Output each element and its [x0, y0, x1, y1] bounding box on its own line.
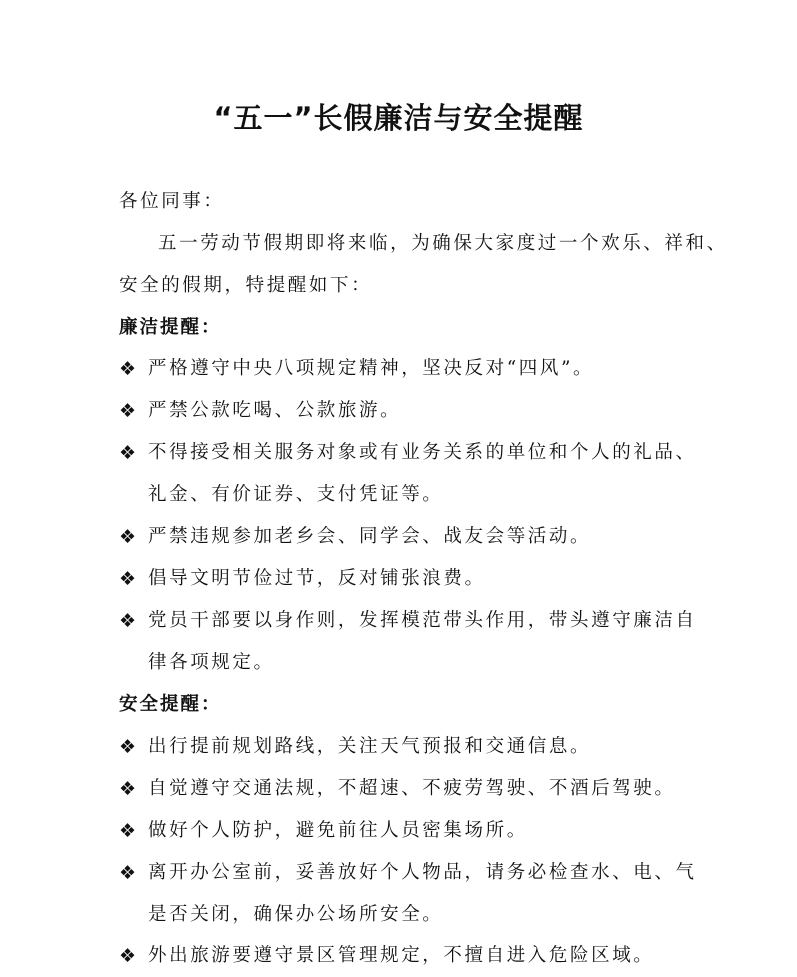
safety-heading: 安全提醒：: [119, 694, 222, 715]
list-item-text: 外出旅游要遵守景区管理规定，不擅自进入危险区域。: [148, 945, 655, 966]
list-item-text-continued: 是否关闭，确保办公场所安全。: [148, 904, 444, 925]
list-item-text: 严格遵守中央八项规定精神，坚决反对“四风”。: [148, 358, 595, 379]
list-item-text: 不得接受相关服务对象或有业务关系的单位和个人的礼品、: [148, 442, 697, 463]
bullet-icon: ❖: [119, 400, 137, 422]
bullet-icon: ❖: [119, 736, 137, 758]
integrity-heading: 廉洁提醒：: [119, 317, 222, 338]
intro-paragraph-line-2: 安全的假期，特提醒如下：: [119, 275, 373, 296]
document-title: “五一”长假廉洁与安全提醒: [213, 101, 584, 135]
bullet-icon: ❖: [119, 358, 137, 380]
greeting: 各位同事：: [119, 191, 225, 212]
list-item-text: 严禁公款吃喝、公款旅游。: [148, 400, 402, 421]
list-item-text: 做好个人防护，避免前往人员密集场所。: [148, 820, 528, 841]
list-item-text: 党员干部要以身作则，发挥模范带头作用，带头遵守廉洁自: [148, 610, 697, 631]
list-item-text: 严禁违规参加老乡会、同学会、战友会等活动。: [148, 526, 592, 547]
intro-paragraph-line-1: 五一劳动节假期即将来临，为确保大家度过一个欢乐、祥和、: [158, 233, 728, 254]
bullet-icon: ❖: [119, 568, 137, 590]
list-item-text: 出行提前规划路线，关注天气预报和交通信息。: [148, 736, 592, 757]
list-item-text-continued: 礼金、有价证券、支付凭证等。: [148, 484, 444, 505]
bullet-icon: ❖: [119, 862, 137, 884]
bullet-icon: ❖: [119, 442, 137, 464]
list-item-text-continued: 律各项规定。: [148, 652, 275, 673]
bullet-icon: ❖: [119, 778, 137, 800]
list-item-text: 离开办公室前，妥善放好个人物品，请务必检查水、电、气: [148, 862, 697, 883]
bullet-icon: ❖: [119, 945, 137, 967]
bullet-icon: ❖: [119, 526, 137, 548]
list-item-text: 自觉遵守交通法规，不超速、不疲劳驾驶、不酒后驾驶。: [148, 778, 676, 799]
bullet-icon: ❖: [119, 820, 137, 842]
bullet-icon: ❖: [119, 610, 137, 632]
list-item-text: 倡导文明节俭过节，反对铺张浪费。: [148, 568, 486, 589]
